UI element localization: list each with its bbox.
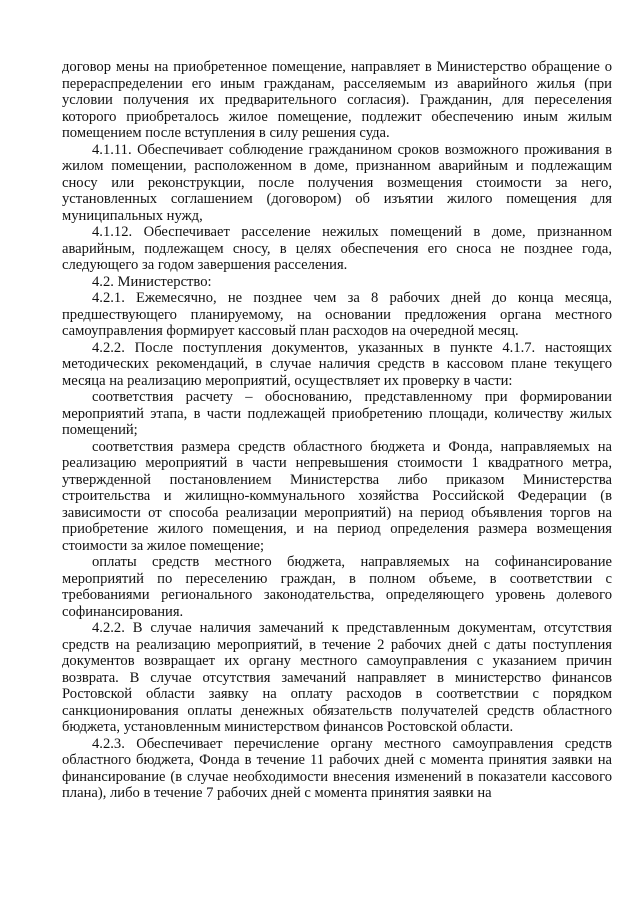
paragraph-continuation: договор мены на приобретенное помещение, направляет в Министерство обращение о перераспределении его иным гражданам, расселяемым из аварийного жилья (при условии получения их предварительного согласия). Гражданин, для переселения которого приобреталось жилое помещение, подлежит обеспечению иным жилым помещением после вступления в силу решения суда. xyxy=(62,59,612,141)
paragraph-4-1-12: 4.1.12. Обеспечивает расселение нежилых помещений в доме, признанном аварийным, подлежащем сносу, в целях обеспечения его сноса не позднее года, следующего за годом завершения расселения. xyxy=(62,224,612,273)
paragraph-4-1-11: 4.1.11. Обеспечивает соблюдение гражданином сроков возможного проживания в жилом помещении, расположенном в доме, признанном аварийным и подлежащим сносу или реконструкции, после получения возмещения стоимости за него, установленных соглашением (договором) об изъятии жилого помещения для муниципальных нужд, xyxy=(62,141,612,224)
paragraph-check-item-1: соответствия расчету – обоснованию, представленному при формировании мероприятий этапа, в части подлежащей приобретению площади, количеству жилых помещений; xyxy=(62,389,612,438)
paragraph-4-2-3: 4.2.3. Обеспечивает перечисление органу местного самоуправления средств областного бюджета, Фонда в течение 11 рабочих дней с момента принятия заявки на финансирование (в случае необходимости внесения изменений в показатели кассового плана), либо в течение 7 рабочих дней с момента принятия заявки на xyxy=(62,735,612,801)
paragraph-4-2-1: 4.2.1. Ежемесячно, не позднее чем за 8 рабочих дней до конца месяца, предшествующего планируемому, на основании предложения органа местного самоуправления формирует кассовый план расходов на очередной месяц. xyxy=(62,290,612,339)
paragraph-4-2-heading: 4.2. Министерство: xyxy=(92,273,212,290)
paragraph-check-item-3: оплаты средств местного бюджета, направляемых на софинансирование мероприятий по переселению граждан, в полном объеме, в соответствии с требованиями регионального законодательства, определяющего уровень долевого софинансирования. xyxy=(62,554,612,620)
paragraph-check-item-2: соответствия размера средств областного бюджета и Фонда, направляемых на реализацию мероприятий в части непревышения стоимости 1 квадратного метра, утвержденной постановлением Министерства либо приказом Министерства строительства и жилищно-коммунального хозяйства Российской Федерации (в зависимости от способа реализации мероприятий) на период объявления торгов на приобретение жилого помещения, и на период определения размера возмещения стоимости за жилое помещение; xyxy=(62,438,612,554)
paragraph-4-2-2: 4.2.2. После поступления документов, указанных в пункте 4.1.7. настоящих методических рекомендаций, в случае наличия средств в кассовом плане текущего месяца на реализацию мероприятий, осуществляет их проверку в части: xyxy=(62,339,612,389)
paragraph-4-2-2-remarks: 4.2.2. В случае наличия замечаний к представленным документам, отсутствия средств на реализацию мероприятий, в течение 2 рабочих дней с даты поступления документов возвращает их органу местного самоуправления с указанием причин возврата. В случае отсутствия замечаний направляет в министерство финансов Ростовской области заявку на оплату расходов в соответствии с порядком санкционирования оплаты денежных обязательств получателей средств областного бюджета, установленным министерством финансов Ростовской области. xyxy=(62,620,612,735)
